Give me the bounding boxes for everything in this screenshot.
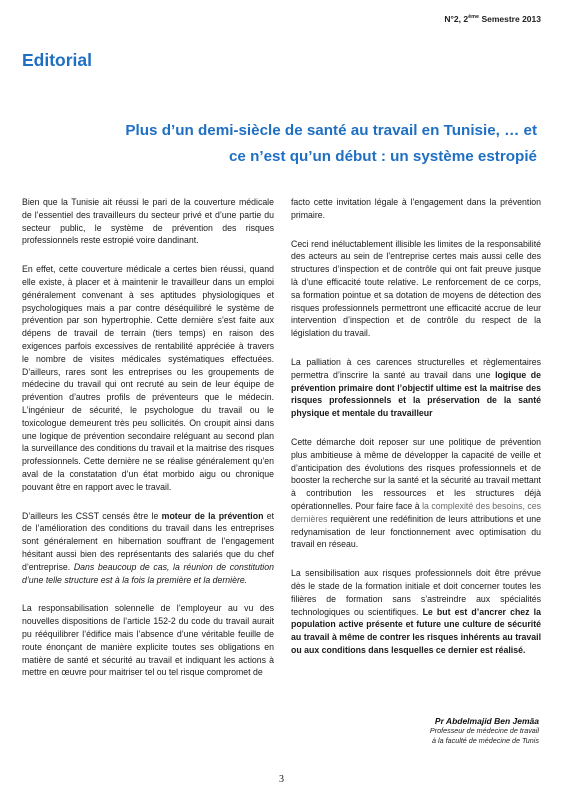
left-p3-text-c: et de l’amélioration des conditions du travail dans les entreprises sont généralement en hibernation souffrant de l’engagement hésitant aussi bien des représentants des salariés que du chef d’entreprise.	[22, 510, 275, 572]
headline-line-1: Plus d’un demi-siècle de santé au travail en Tunisie, … et	[125, 122, 537, 139]
right-paragraph-5	[291, 567, 541, 657]
right-p4-muted: la complexité des besoins, ces dernières	[291, 500, 541, 524]
left-column	[22, 196, 274, 690]
right-p4-text-a: Cette démarche doit reposer sur une politique de prévention plus ambitieuse à même de développer la capacité de veille et d’anticipation des évolutions des risques professionnels et de booster la recherche sur la santé et la sécurité au travail mettant à contribution les ressources et les structures déjà opérationnelles. Pour faire face à	[291, 436, 541, 511]
headline	[40, 118, 537, 170]
left-paragraph-1: Bien que la Tunisie ait réussi le pari de la couverture médicale de l’essentiel des travailleurs du secteur privé et d’une partie du secteur public, le système de prévention des risques professionnels reste estropié voire dandinant.	[22, 197, 274, 246]
right-p5-text: La sensibilisation aux risques professionnels doit être prévue dès le stade de la formation initiale et doit concerner toutes les filières de formation sans s’astreindre aux spécialités technologiques ou scientifiques.	[291, 568, 541, 617]
author-affiliation: à la faculté de médecine de Tunis	[432, 736, 539, 745]
left-paragraph-4: La responsabilisation solennelle de l’employeur au vu des nouvelles dispositions de l’article 152-2 du code du travail aurait pu rééquilibrer l’édifice mais l’absence d’une véritable feuille de route énonçant de manière explicite toutes ses obligations en matière de santé et sécurité au travail et indiquant les actions à mettre en œuvre pour maitriser tel ou tel risque compromet de	[22, 603, 274, 678]
left-paragraph-2: En effet, cette couverture médicale a certes bien réussi, quand elle existe, à placer et à maintenir le travailleur dans un emploi généralement convenant à ses aptitudes physiologiques et psychologiques mais a par contre déséquilibré le système de prévention par son hypertrophie. Cette dernière s’est faite aux dépens de travail de terrain (tiers temps) en raison des exigences parfois excessives de rentabilité appréciée à travers le nombre de visites médicales systématiques effectuées. D’ailleurs, rares sont les entreprises ou les groupements de médecine du travail qui ont recruté au sein de leur équipe de prévention d’autres profils de préventeurs que le médecin. L’ingénieur de sécurité, le psychologue du travail ou le toxicologue demeurent très peu sollicités. On croupit ainsi dans une logique de prévention secondaire reléguant au second plan la surveillance des conditions du travail et la maitrise des risques professionnels. Cette dernière ne se réalise généralement qu’en aval de la constatation d’un état morbido aigu ou chronique pouvant être en rapport avec le travail.	[22, 264, 274, 492]
right-p5-bold: Le but est d’ancrer chez la population active présente et future une culture de sécurité au travail à même de contrer les risques inhérents au travail ou aux conditions dans lesquelles ce dernier est réalisé.	[291, 606, 541, 655]
issue-sup: ème	[468, 14, 480, 21]
signature-block	[430, 716, 539, 746]
right-p4-text-c: requièrent une redéfinition de leurs attributions et une redynamisation de leur fonctionnement avec optimisation du travail en réseau.	[291, 513, 541, 550]
page-number: 3	[279, 774, 284, 785]
issue-prefix: N°2, 2	[444, 14, 469, 24]
issue-suffix: Semestre 2013	[479, 14, 541, 24]
author-title: Professeur de médecine de travail	[429, 726, 539, 735]
left-p3-text-a: D’ailleurs les CSST censés être le	[22, 510, 162, 521]
right-p3-text: La palliation à ces carences structurelles et règlementaires permettra d’inscrire la santé au travail dans une	[291, 356, 541, 380]
right-paragraph-1: facto cette invitation légale à l’engagement dans la prévention primaire.	[291, 197, 541, 220]
left-paragraph-3	[22, 510, 274, 587]
left-p3-italic: Dans beaucoup de cas, la réunion de constitution d’une telle structure est à la fois la première et la dernière.	[22, 561, 274, 585]
left-p3-bold: moteur de la prévention	[161, 510, 264, 521]
section-title: Editorial	[22, 50, 93, 70]
issue-info	[444, 14, 541, 24]
right-paragraph-4	[291, 436, 541, 551]
right-p3-bold: logique de prévention primaire dont l’objectif ultime est la maitrise des risques professionnels et la préservation de la santé physique et mentale du travailleur	[291, 369, 542, 419]
right-paragraph-3	[291, 356, 541, 420]
right-paragraph-2: Ceci rend inéluctablement illisible les limites de la responsabilité des acteurs au sein de l’entreprise certes mais aussi celle des structures d’inspection et de contrôle qui ont fait preuve jusque là d’une efficacité toute relative. Le renforcement de ce corps, sa formation pointue et sa dotation de moyens de détection des risques professionnels permettront une efficacité accrue de leur intervention d’inspection et de contrôle du respect de la législation du travail.	[291, 238, 541, 339]
right-column	[291, 196, 541, 668]
author-name: Pr Abdelmajid Ben Jemâa	[434, 716, 539, 726]
headline-line-2: ce n’est qu’un début : un système estropié	[228, 148, 537, 165]
